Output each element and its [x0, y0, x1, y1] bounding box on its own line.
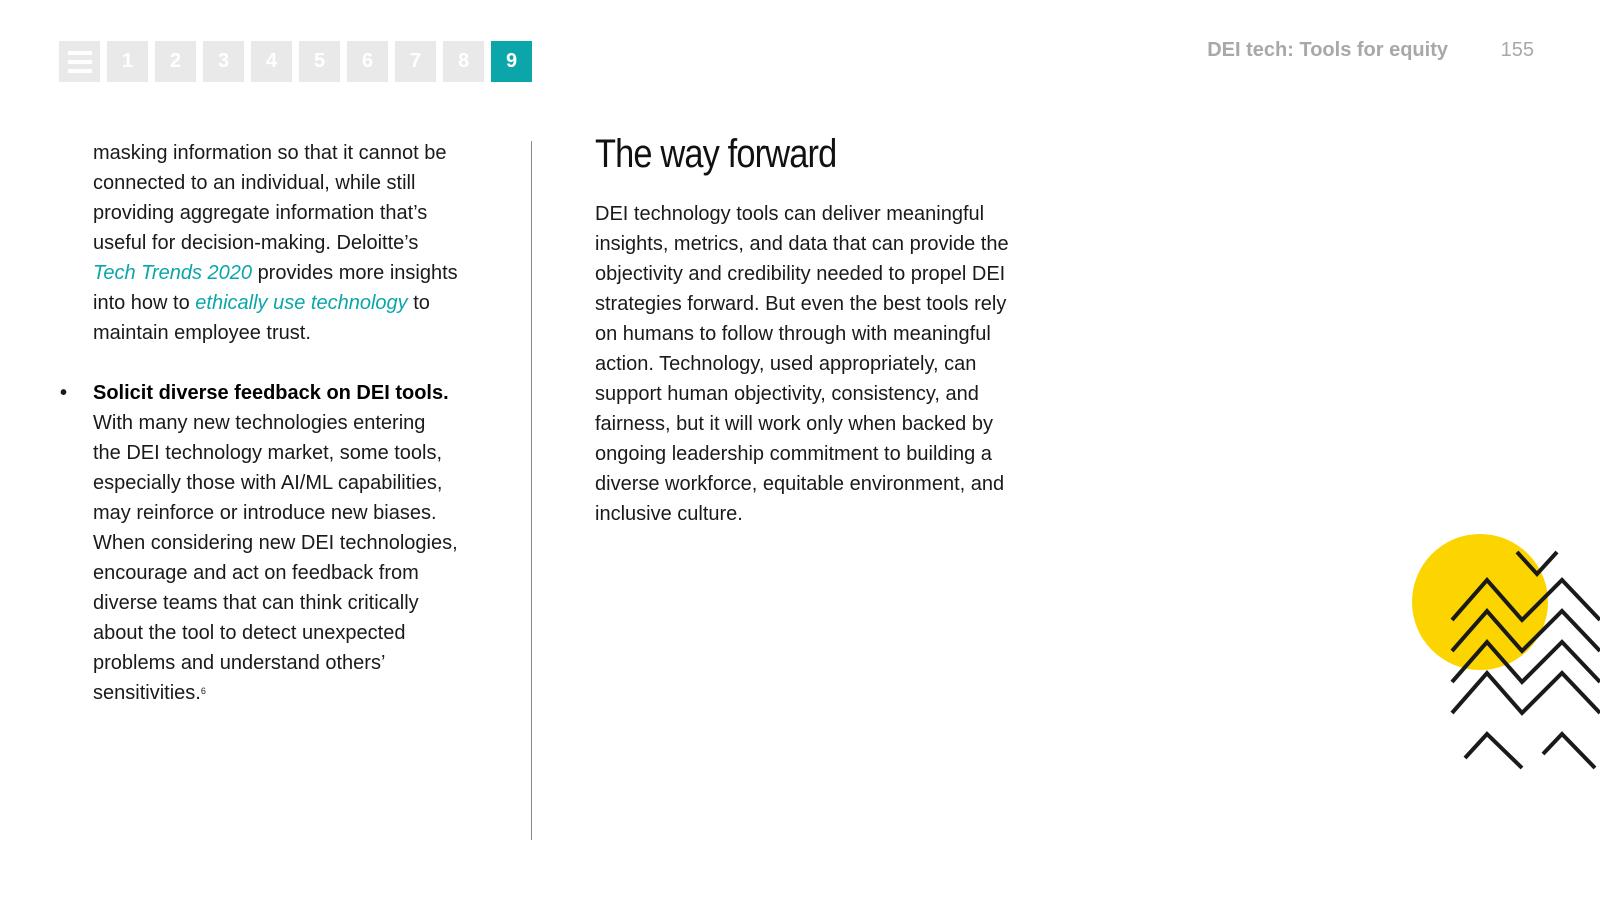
hamburger-menu-icon: [68, 51, 92, 73]
paragraph-text: masking information so that it cannot be connected to an individual, while still providing aggregate information that’s useful for decision-making. Deloitte’s: [93, 142, 447, 254]
ethically-use-technology-link[interactable]: ethically use technology: [195, 292, 408, 314]
tech-trends-link[interactable]: Tech Trends 2020: [93, 262, 252, 284]
page-tab-2[interactable]: 2: [155, 41, 196, 82]
chevron-line: [1543, 734, 1595, 768]
page-tab-5[interactable]: 5: [299, 41, 340, 82]
paragraph-text: to maintain employee trust.: [93, 292, 430, 344]
bullet-item-feedback: [60, 378, 458, 708]
page-tab-6[interactable]: 6: [347, 41, 388, 82]
page-tab-3[interactable]: 3: [203, 41, 244, 82]
menu-button[interactable]: [59, 41, 100, 82]
page-nav: [59, 41, 532, 82]
page-tab-1[interactable]: 1: [107, 41, 148, 82]
page-tab-8[interactable]: 8: [443, 41, 484, 82]
page-number: 155: [1500, 39, 1534, 61]
page-tab-9-active[interactable]: 9: [491, 41, 532, 82]
left-column: [60, 138, 458, 708]
footnote-ref[interactable]: 6: [200, 686, 206, 696]
page-tab-4[interactable]: 4: [251, 41, 292, 82]
document-title: DEI tech: Tools for equity: [1207, 39, 1448, 61]
section-title: The way forward: [595, 132, 837, 176]
decorative-chevron-graphic: [1405, 530, 1600, 770]
body-paragraph: DEI technology tools can deliver meaningful insights, metrics, and data that can provide the objectivity and credibility needed to propel DEI strategies forward. But even the best tools rely on humans to follow through with meaningful action. Technology, used appropriately, can support human objectivity, consistency, and fairness, but it will work only when backed by ongoing leadership commitment to building a diverse workforce, equitable environment, and inclusive culture.: [595, 203, 1009, 525]
paragraph-text: provides more insights into how to: [93, 262, 458, 314]
bullet-heading: Solicit diverse feedback on DEI tools.: [93, 382, 449, 404]
bullet-point: •: [60, 382, 68, 404]
column-divider: [531, 141, 532, 840]
paragraph-anonymization: [93, 138, 458, 348]
chevron-line: [1465, 734, 1522, 768]
bullet-text: With many new technologies entering the DEI technology market, some tools, especially those with AI/ML capabilities, may reinforce or introduce new biases. When considering new DEI technologies, encourage and act on feedback from diverse teams that can think critically about the tool to detect unexpected problems and understand others’ sensitivities.: [93, 412, 458, 704]
page-tab-7[interactable]: 7: [395, 41, 436, 82]
